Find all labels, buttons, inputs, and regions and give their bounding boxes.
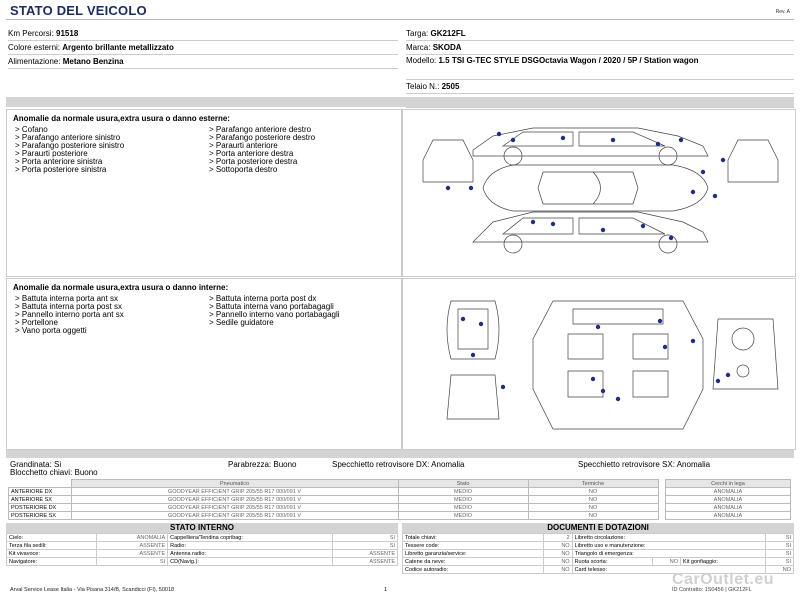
damage-item: > Battuta interna porta post dx xyxy=(209,294,317,303)
info-marca: Marca: SKODA xyxy=(406,41,794,55)
external-car-diagram xyxy=(402,109,796,277)
tyre-header-stato: Stato xyxy=(398,480,528,488)
footer-company: Arval Service Lease Italia - Via Pisana 314/B, Scandicci (FI), 50018 xyxy=(10,587,175,593)
info-telaio: Telaio N.: 2505 xyxy=(406,80,794,94)
vehicle-info-left xyxy=(8,27,398,69)
revision-label: Rev. A xyxy=(775,9,790,15)
damage-item: > Battuta interna porta ant sx xyxy=(15,294,118,303)
table-row: Cielo: ANOMALIA Cappelliera/Tendina copribag: SI xyxy=(7,534,398,542)
documenti-table xyxy=(402,533,794,574)
table-row: ANOMALIA xyxy=(666,496,791,504)
internal-damage-list xyxy=(6,278,402,450)
table-row: Terza fila sedili: ASSENTE Radio: SI xyxy=(7,542,398,550)
table-row: ANTERIORE SX GOODYEAR EFFICIENT GRIP 205/55 R17 000/091 V MEDIO NO xyxy=(9,496,659,504)
info-colore: Colore esterni: Argento brillante metallizzato xyxy=(8,41,398,55)
damage-item: > Porta posteriore destra xyxy=(209,157,298,166)
page-title: STATO DEL VEICOLO xyxy=(10,3,147,18)
damage-item: > Porta anteriore destra xyxy=(209,149,294,158)
tyre-table xyxy=(8,479,659,520)
info-km: Km Percorsi: 91518 xyxy=(8,27,398,41)
stato-interno-box xyxy=(6,523,398,566)
damage-item: > Pannello interno porta ant sx xyxy=(15,310,124,319)
damage-item: > Battuta interna vano portabagagli xyxy=(209,302,334,311)
cerchi-table xyxy=(665,479,791,520)
damage-item: > Parafango anteriore sinistro xyxy=(15,133,121,142)
table-row: Kit vivavoce: ASSENTE Antenna radio: ASSENTE xyxy=(7,550,398,558)
damage-item: > Cofano xyxy=(15,125,48,134)
grandinata-status: Grandinata: Si xyxy=(10,460,62,469)
damage-item: > Paraurti posteriore xyxy=(15,149,88,158)
damage-item: > Parafango posteriore sinistro xyxy=(15,141,125,150)
damage-item: > Sedile guidatore xyxy=(209,318,274,327)
cerchi-header: Cerchi in lega xyxy=(666,480,791,488)
vehicle-info-right xyxy=(406,27,794,108)
documenti-heading: DOCUMENTI E DOTAZIONI xyxy=(402,523,794,533)
damage-item: > Porta posteriore sinistra xyxy=(15,165,107,174)
damage-item: > Vano porta oggetti xyxy=(15,326,87,335)
table-row: Totale chiavi: 2 Libretto circolazione: SI xyxy=(403,534,794,542)
footer-contract: ID Contratto: 1S0456 | GK212FL xyxy=(672,587,752,593)
section-divider-bar xyxy=(6,97,794,107)
info-targa: Targa: GK212FL xyxy=(406,27,794,41)
internal-heading: Anomalie da normale usura,extra usura o danno interne: xyxy=(13,283,229,292)
external-heading: Anomalie da normale usura,extra usura o danno esterne: xyxy=(13,114,230,123)
page-number: 1 xyxy=(384,587,388,593)
table-row: Tessere code: NO Libretto uso e manutenzione: SI xyxy=(403,542,794,550)
table-row: Navigatore: SI CD(Navig.): ASSENTE xyxy=(7,558,398,566)
table-row: Catene da neve: NO Ruota scorta: NO Kit gonfiaggio: SI xyxy=(403,558,794,566)
table-row: Libretto garanzia/service: NO Triangolo di emergenza: SI xyxy=(403,550,794,558)
stato-interno-heading: STATO INTERNO xyxy=(6,523,398,533)
table-row: ANTERIORE DX GOODYEAR EFFICIENT GRIP 205/55 R17 000/091 V MEDIO NO xyxy=(9,488,659,496)
damage-item: > Portellone xyxy=(15,318,58,327)
car-interior-outline-icon xyxy=(403,279,795,449)
title-divider xyxy=(6,19,794,20)
damage-item: > Pannello interno vano portabagagli xyxy=(209,310,340,319)
table-row: Codice autoradio: NO Card telesso: NO xyxy=(403,566,794,574)
stato-interno-table xyxy=(6,533,398,566)
parabrezza-status: Parabrezza: Buono xyxy=(228,460,297,469)
watermark-logo: CarOutlet.eu xyxy=(672,571,775,588)
documenti-box xyxy=(402,523,794,574)
table-row: ANOMALIA xyxy=(666,504,791,512)
info-alimentazione: Alimentazione: Metano Benzina xyxy=(8,55,398,69)
table-row: ANOMALIA xyxy=(666,512,791,520)
table-row: POSTERIORE SX GOODYEAR EFFICIENT GRIP 205/55 R17 000/091 V MEDIO NO xyxy=(9,512,659,520)
info-modello: Modello: 1.5 TSI G-TEC STYLE DSGOctavia Wagon / 2020 / 5P / Station wagon xyxy=(406,55,794,80)
tyre-header-termiche: Termiche xyxy=(528,480,658,488)
damage-item: > Parafango anteriore destro xyxy=(209,125,312,134)
damage-item: > Porta anteriore sinistra xyxy=(15,157,103,166)
specchietto-dx-status: Specchietto retrovisore DX: Anomalia xyxy=(332,460,465,469)
damage-item: > Sottoporta destro xyxy=(209,165,278,174)
external-damage-list xyxy=(6,109,402,277)
blocchetto-status: Blocchetto chiavi: Buono xyxy=(10,468,98,477)
table-row: ANOMALIA xyxy=(666,488,791,496)
damage-item: > Parafango posteriore destro xyxy=(209,133,316,142)
damage-item: > Battuta interna porta post sx xyxy=(15,302,122,311)
car-exterior-outline-icon xyxy=(403,110,795,276)
tyre-header-pneumatico: Pneumatico xyxy=(71,480,398,488)
damage-item: > Paraurti anteriore xyxy=(209,141,278,150)
section-divider-bar xyxy=(6,450,794,458)
specchietto-sx-status: Specchietto retrovisore SX: Anomalia xyxy=(578,460,711,469)
table-row: POSTERIORE DX GOODYEAR EFFICIENT GRIP 205/55 R17 000/091 V MEDIO NO xyxy=(9,504,659,512)
internal-car-diagram xyxy=(402,278,796,450)
